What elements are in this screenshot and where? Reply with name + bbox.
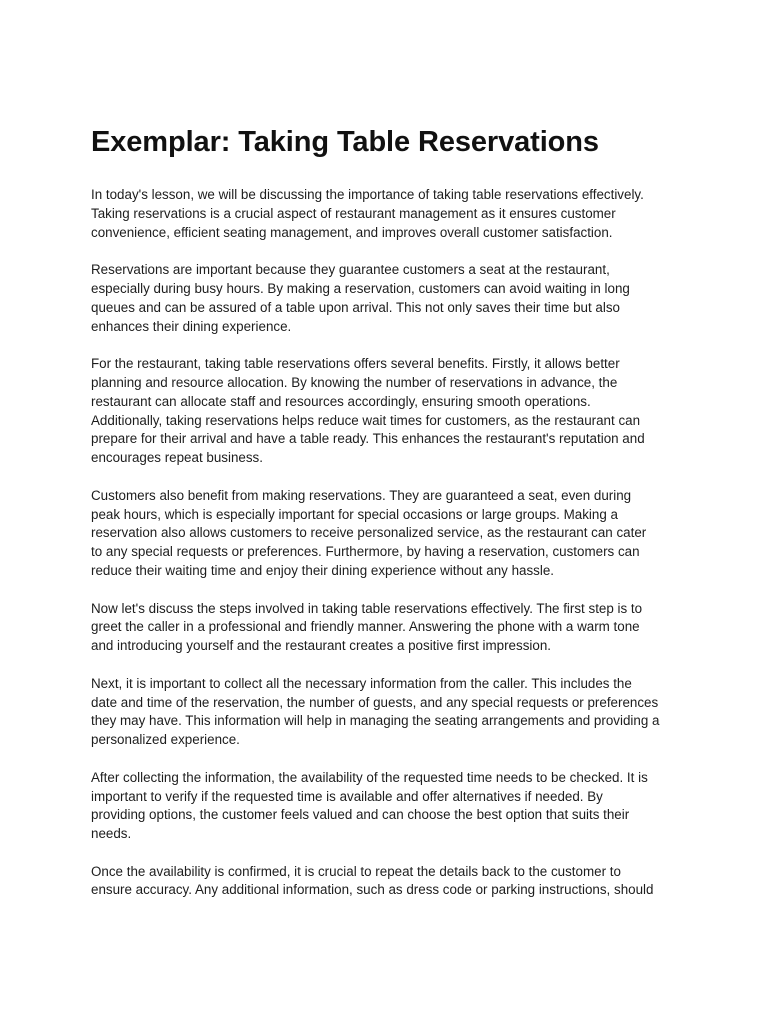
paragraph (91, 261, 679, 336)
document-title: Exemplar: Taking Table Reservations (91, 126, 599, 158)
paragraph-line: especially during busy hours. By making a reservation, customers can avoid waiting in long (91, 280, 630, 296)
paragraph-line: important to verify if the requested time is available and offer alternatives if needed. By (91, 788, 603, 804)
paragraph-line: planning and resource allocation. By knowing the number of reservations in advance, the (91, 374, 618, 390)
paragraph-line: providing options, the customer feels valued and can choose the best option that suits their (91, 807, 630, 823)
paragraph-line: Once the availability is confirmed, it is crucial to repeat the details back to the customer to (91, 863, 621, 879)
paragraph-line: queues and can be assured of a table upon arrival. This not only saves their time but also (91, 299, 621, 315)
paragraph-line: greet the caller in a professional and friendly manner. Answering the phone with a warm tone (91, 619, 640, 635)
paragraph (91, 675, 679, 750)
paragraph-line: Additionally, taking reservations helps reduce wait times for customers, as the restaurant can (91, 412, 641, 428)
paragraph-line: personalized experience. (91, 732, 240, 748)
paragraph-line: they may have. This information will help in managing the seating arrangements and providing a (91, 713, 660, 729)
paragraph (91, 355, 679, 468)
paragraph-line: Customers also benefit from making reservations. They are guaranteed a seat, even during (91, 487, 632, 503)
paragraph (91, 186, 679, 242)
paragraph-line: reservation also allows customers to receive personalized service, as the restaurant can cater (91, 525, 647, 541)
paragraph-line: Taking reservations is a crucial aspect of restaurant management as it ensures customer (91, 205, 616, 221)
paragraph (91, 769, 679, 844)
paragraph-line: reduce their waiting time and enjoy their dining experience without any hassle. (91, 562, 554, 578)
paragraph-line: Now let's discuss the steps involved in taking table reservations effectively. The first step is to (91, 600, 643, 616)
paragraph-line: needs. (91, 826, 132, 842)
paragraph-line: restaurant can allocate staff and resources accordingly, ensuring smooth operations. (91, 393, 591, 409)
paragraph-line: ensure accuracy. Any additional information, such as dress code or parking instructions, should (91, 882, 654, 898)
paragraph-line: prepare for their arrival and have a table ready. This enhances the restaurant's reputation and (91, 431, 645, 447)
paragraph-line: convenience, efficient seating management, and improves overall customer satisfaction. (91, 224, 613, 240)
paragraph-line: In today's lesson, we will be discussing the importance of taking table reservations effectively. (91, 187, 644, 202)
paragraph-line: and introducing yourself and the restaurant creates a positive first impression. (91, 638, 551, 654)
document-body (91, 124, 679, 919)
paragraph-line: to any special requests or preferences. Furthermore, by having a reservation, customers can (91, 544, 640, 560)
paragraph (91, 600, 679, 656)
paragraph-line: For the restaurant, taking table reservations offers several benefits. Firstly, it allows better (91, 356, 620, 372)
paragraph-line: enhances their dining experience. (91, 318, 292, 334)
paragraph-line: After collecting the information, the availability of the requested time needs to be checked. It is (91, 769, 648, 785)
paragraph-line: encourages repeat business. (91, 450, 263, 466)
paragraph (91, 863, 679, 901)
paragraph-list (91, 186, 679, 900)
paragraph-line: Reservations are important because they guarantee customers a seat at the restaurant, (91, 262, 610, 278)
paragraph-line: peak hours, which is especially important for special occasions or large groups. Making a (91, 506, 618, 522)
paragraph (91, 487, 679, 581)
paragraph-line: date and time of the reservation, the number of guests, and any special requests or preferences (91, 694, 659, 710)
paragraph-line: Next, it is important to collect all the necessary information from the caller. This includes the (91, 675, 632, 691)
